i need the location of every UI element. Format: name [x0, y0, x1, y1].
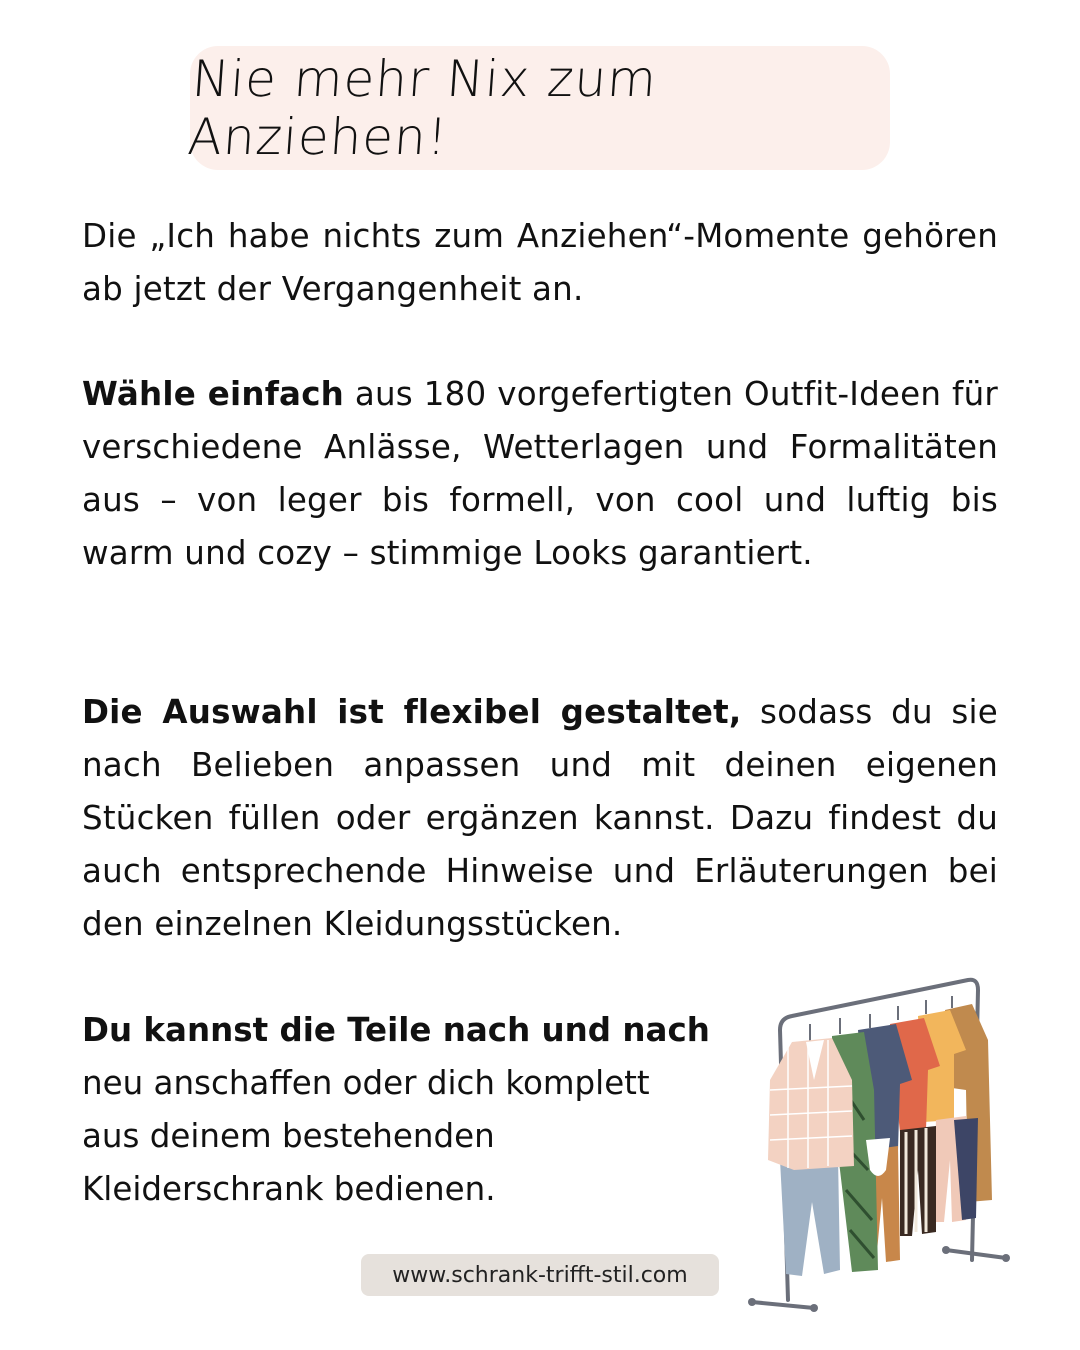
title-banner — [185, 46, 890, 170]
wardrobe-line-3: aus deinem bestehenden — [82, 1117, 495, 1155]
wardrobe-line-4: Kleiderschrank bedienen. — [82, 1170, 496, 1208]
outfit-ideas-text: aus 180 vorgefertigten Outfit-Ideen für verschiedene Anlässe, Wetterlagen und Formalitäten aus – von leger bis formell, von cool und luftig bis warm und cozy – stimmige Looks garantiert. — [82, 375, 998, 572]
outfit-ideas-bold: Wähle einfach — [82, 375, 344, 413]
wardrobe-bold: Du kannst die Teile nach und nach — [82, 1011, 710, 1049]
flexibility-text: sodass du sie nach Belieben anpassen und mit deinen eigenen Stücken füllen oder ergänzen kannst. Dazu findest du auch entsprechende Hinweise und Erläuterungen bei den einzelnen Kleidungsstücken. — [82, 693, 998, 943]
website-url-badge[interactable] — [361, 1254, 719, 1296]
intro-paragraph: Die „Ich habe nichts zum Anziehen“-Momente gehören ab jetzt der Vergangenheit an. — [82, 217, 998, 308]
wardrobe-paragraph — [82, 1004, 742, 1216]
flexibility-paragraph — [82, 686, 998, 951]
outfit-ideas-paragraph — [82, 368, 998, 580]
website-url[interactable]: www.schrank-trifft-stil.com — [392, 1262, 688, 1288]
flexibility-bold: Die Auswahl ist flexibel gestaltet, — [82, 693, 742, 731]
page-title: Nie mehr Nix zum Anziehen! — [185, 50, 660, 166]
wardrobe-line-2: neu anschaffen oder dich komplett — [82, 1064, 650, 1102]
clothing-rack-icon — [740, 970, 1030, 1330]
